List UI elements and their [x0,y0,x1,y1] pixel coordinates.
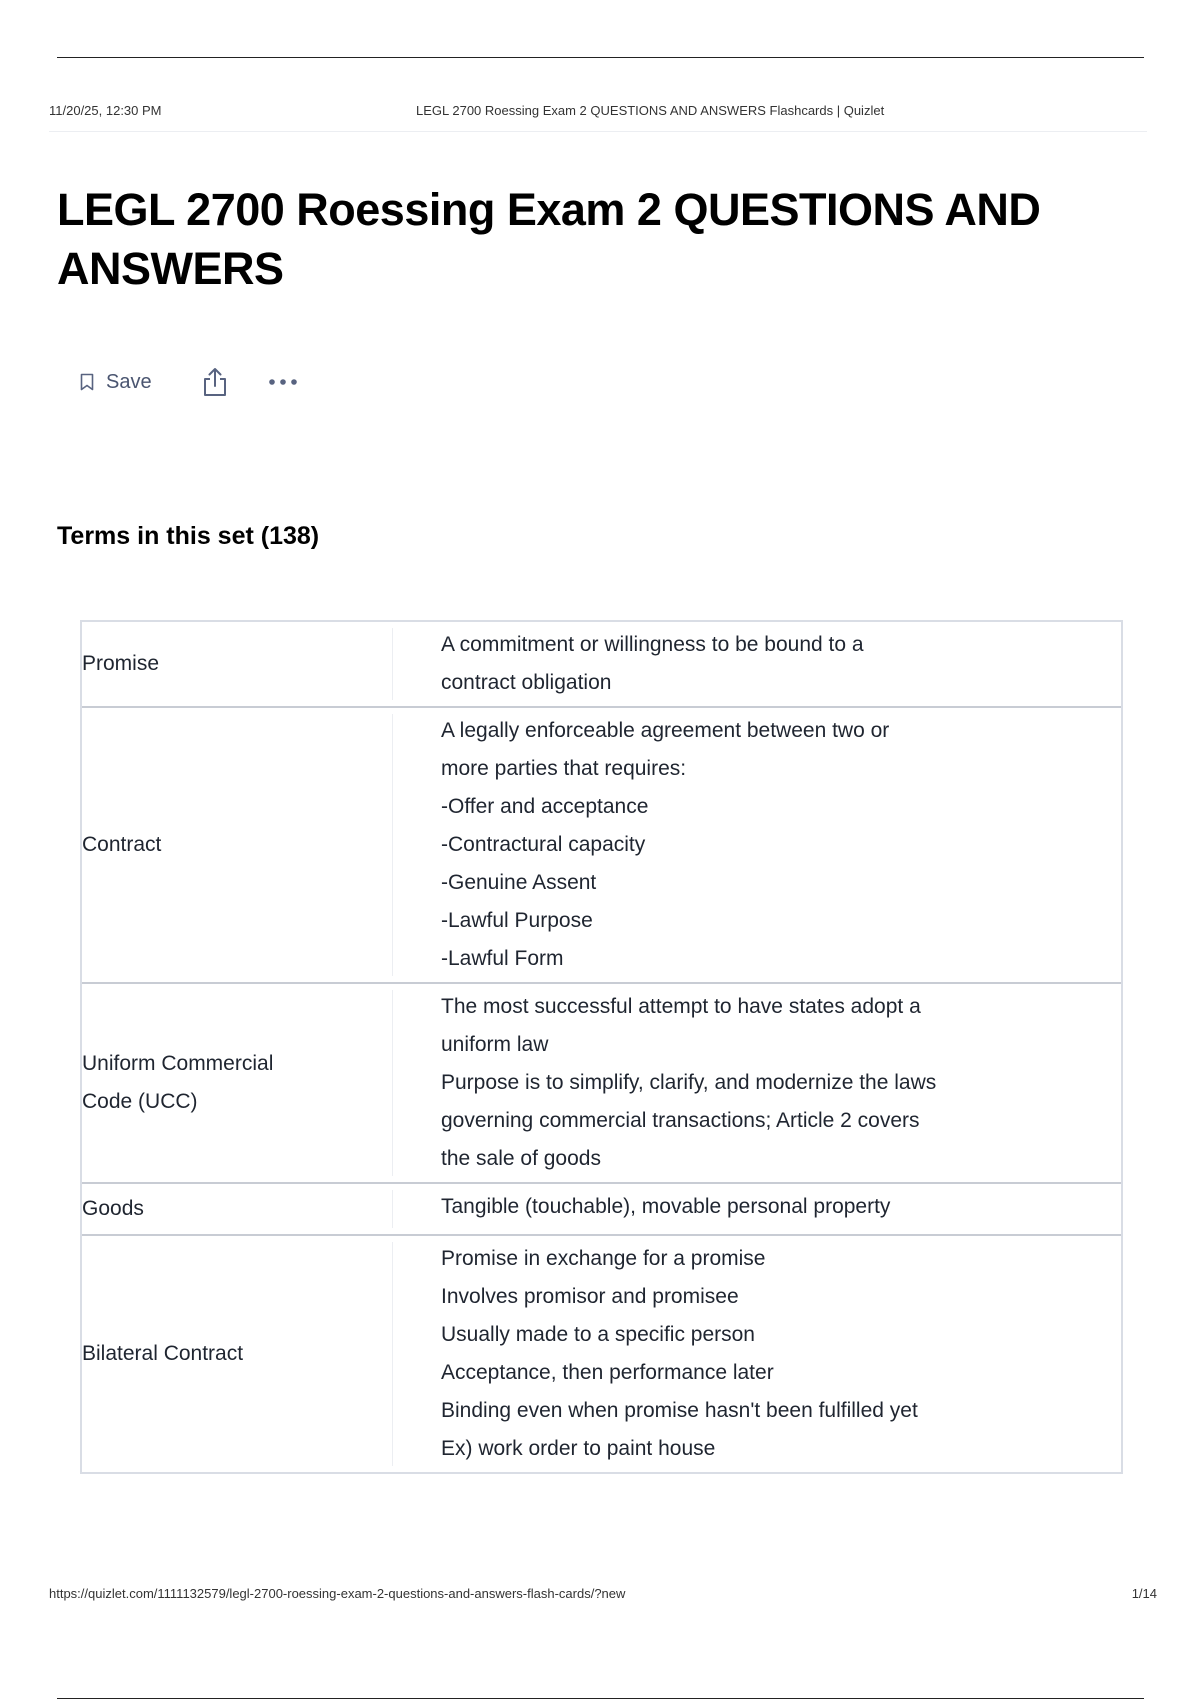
term-row [82,1234,1121,1472]
definition-text: A commitment or willingness to be bound to a contract obligation [441,633,864,694]
definition-text: Tangible (touchable), movable personal property [441,1195,891,1218]
term-text: Bilateral Contract [82,1242,393,1466]
definition-text: A legally enforceable agreement between two or more parties that requires: -Offer and acceptance -Contractural capacity -Genuine Assent -Lawful Purpose -Lawful Form [441,719,890,970]
print-datetime: 11/20/25, 12:30 PM [49,103,162,118]
page-url: https://quizlet.com/1111132579/legl-2700-roessing-exam-2-questions-and-answers-flash-cards/?new [49,1586,626,1601]
term-row [82,1182,1121,1234]
top-rule [57,57,1144,58]
print-tab-title: LEGL 2700 Roessing Exam 2 QUESTIONS AND ANSWERS Flashcards | Quizlet [416,103,885,118]
term-text: Contract [82,714,393,976]
term-row [82,622,1121,706]
terms-heading: Terms in this set (138) [57,522,320,550]
term-text: Promise [82,628,393,700]
term-row [82,982,1121,1182]
bookmark-icon [80,373,94,391]
page-number: 1/14 [1131,1586,1157,1601]
print-header [49,103,1147,132]
action-bar [80,362,298,402]
save-button[interactable] [80,371,152,394]
bottom-rule [57,1698,1144,1699]
term-text: Uniform Commercial Code (UCC) [82,990,393,1176]
save-label: Save [106,370,152,393]
page-title: LEGL 2700 Roessing Exam 2 QUESTIONS AND ANSWERS [57,184,1041,294]
term-text: Goods [82,1190,393,1228]
term-row [82,706,1121,982]
definition-text: The most successful attempt to have states adopt a uniform law Purpose is to simplify, clarify, and modernize the laws governing commercial transactions; Article 2 covers the sale of goods [441,995,937,1170]
share-icon [202,367,228,397]
share-button[interactable] [202,367,228,397]
more-icon [268,378,298,386]
more-options-button[interactable] [268,378,298,386]
terms-table [80,620,1123,1474]
definition-text: Promise in exchange for a promise Involves promisor and promisee Usually made to a specific person Acceptance, then performance later Binding even when promise hasn't been fulfilled yet Ex) work order to paint house [441,1247,918,1460]
